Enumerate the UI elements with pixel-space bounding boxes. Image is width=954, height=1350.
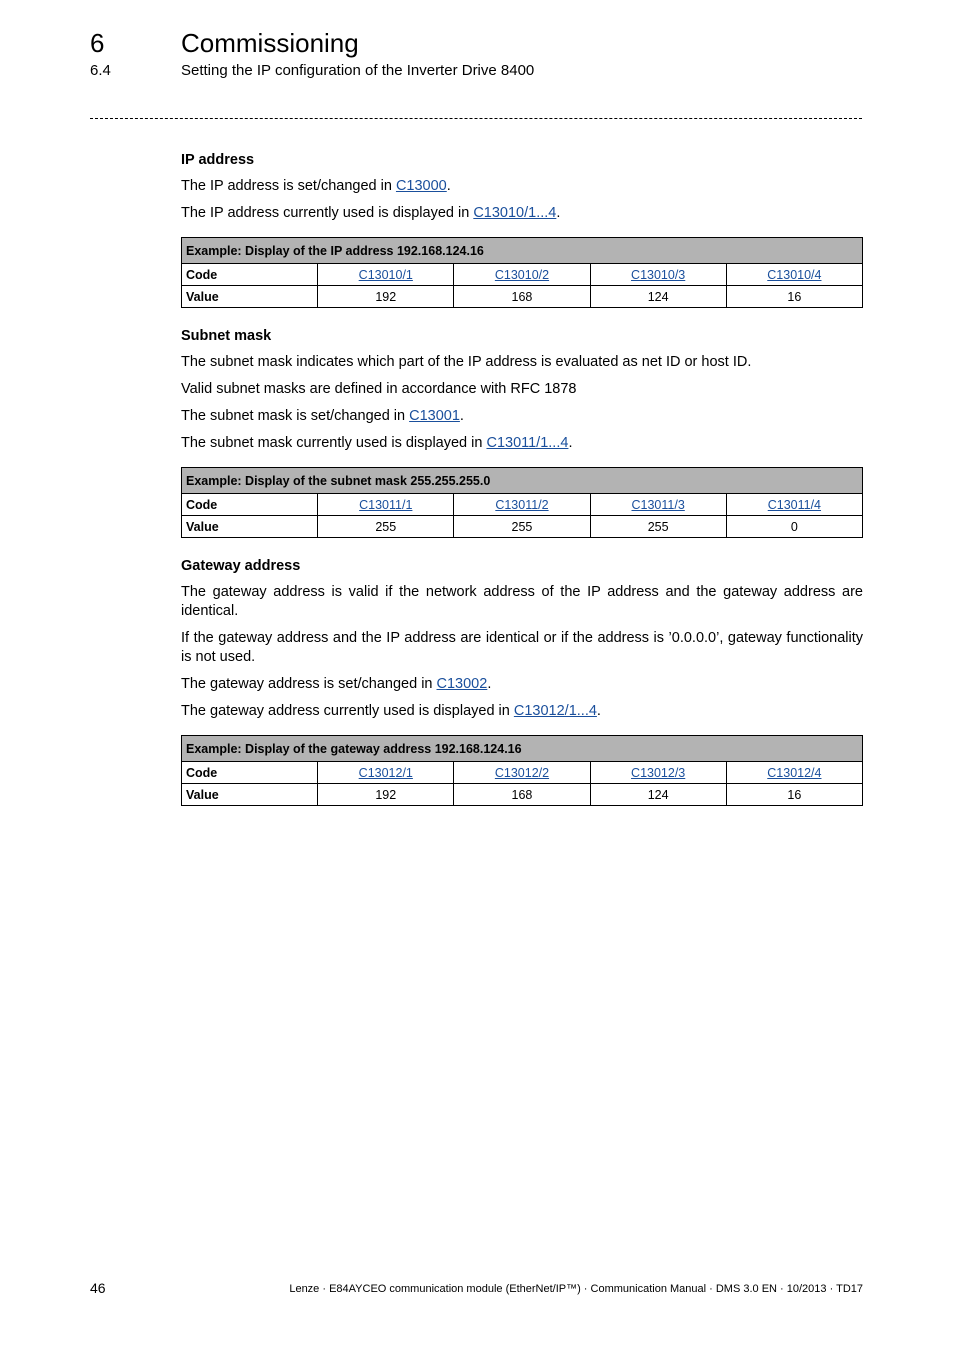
link-c13011-3[interactable]: C13011/3 [631,497,685,512]
page-number: 46 [90,1280,106,1296]
link-c13012-2[interactable]: C13012/2 [494,765,550,780]
value-cell: 124 [590,784,726,806]
value-cell: 255 [590,516,726,538]
gateway-valid-paragraph: The gateway address is valid if the network address of the IP address and the gateway address are identical. [181,584,863,619]
link-c13011-4[interactable]: C13011/4 [767,497,822,512]
link-c13000[interactable]: C13000 [395,178,447,194]
value-label: Value [182,516,318,538]
subnet-set-paragraph: The subnet mask is set/changed in C13001. [181,408,464,424]
subnet-table-caption: Example: Display of the subnet mask 255.255.255.0 [182,468,863,494]
chapter-number: 6 [90,28,105,58]
section-number: 6.4 [90,62,111,79]
value-cell: 168 [454,784,590,806]
link-c13010-2[interactable]: C13010/2 [494,267,550,282]
gateway-unused-paragraph: If the gateway address and the IP address are identical or if the address is ’0.0.0.0’, gateway functionality is not used. [181,630,863,665]
subnet-display-paragraph: The subnet mask currently used is displayed in C13011/1...4. [181,435,573,451]
subnet-rfc-paragraph: Valid subnet masks are defined in accordance with RFC 1878 [181,381,577,397]
link-c13011-2[interactable]: C13011/2 [495,497,549,512]
table-row [182,516,863,538]
link-c13010-3[interactable]: C13010/3 [631,267,686,282]
link-c13012-4[interactable]: C13012/4 [767,765,822,780]
link-c13010-4[interactable]: C13010/4 [767,267,822,282]
gateway-display-paragraph: The gateway address currently used is displayed in C13012/1...4. [181,703,601,719]
link-c13011[interactable]: C13011/1...4 [486,435,569,451]
ip-address-heading: IP address [181,152,255,168]
chapter-title: Commissioning [181,28,359,58]
link-c13011-1[interactable]: C13011/1 [359,497,413,512]
table-row [182,494,863,516]
gateway-set-paragraph: The gateway address is set/changed in C13002. [181,676,492,692]
value-cell: 16 [726,286,862,308]
value-label: Value [182,286,318,308]
value-cell: 255 [454,516,590,538]
ip-set-paragraph: The IP address is set/changed in C13000. [181,178,451,194]
value-cell: 124 [590,286,726,308]
link-c13012-3[interactable]: C13012/3 [631,765,686,780]
gateway-address-heading: Gateway address [181,558,301,574]
footer-text: Lenze · E84AYCEO communication module (EtherNet/IP™) · Communication Manual · DMS 3.0 EN · 10/2013 · TD17 [289,1283,863,1295]
value-cell: 192 [318,784,454,806]
gateway-table-caption: Example: Display of the gateway address 192.168.124.16 [182,736,863,762]
value-cell: 16 [726,784,862,806]
ip-display-paragraph: The IP address currently used is displayed in C13010/1...4. [181,205,561,221]
link-c13010-1[interactable]: C13010/1 [358,267,413,282]
link-c13001[interactable]: C13001 [409,408,460,424]
table-row [182,264,863,286]
value-cell: 255 [318,516,454,538]
link-c13012-1[interactable]: C13012/1 [358,765,413,780]
link-c13012[interactable]: C13012/1...4 [513,703,597,719]
table-row [182,784,863,806]
gateway-address-table [181,735,863,806]
link-c13010[interactable]: C13010/1...4 [473,205,557,221]
header-dashed-rule [90,118,862,119]
section-title: Setting the IP configuration of the Inverter Drive 8400 [181,62,535,79]
table-row [182,286,863,308]
ip-address-table [181,237,863,308]
code-label: Code [182,762,318,784]
value-cell: 192 [318,286,454,308]
table-row [182,762,863,784]
value-cell: 168 [454,286,590,308]
link-c13002[interactable]: C13002 [436,676,488,692]
subnet-desc-paragraph: The subnet mask indicates which part of the IP address is evaluated as net ID or host ID. [181,354,752,370]
value-label: Value [182,784,318,806]
subnet-mask-table [181,467,863,538]
code-label: Code [182,264,318,286]
code-label: Code [182,494,318,516]
page-content [181,152,863,826]
ip-table-caption: Example: Display of the IP address 192.168.124.16 [182,238,863,264]
subnet-mask-heading: Subnet mask [181,328,272,344]
value-cell: 0 [726,516,862,538]
